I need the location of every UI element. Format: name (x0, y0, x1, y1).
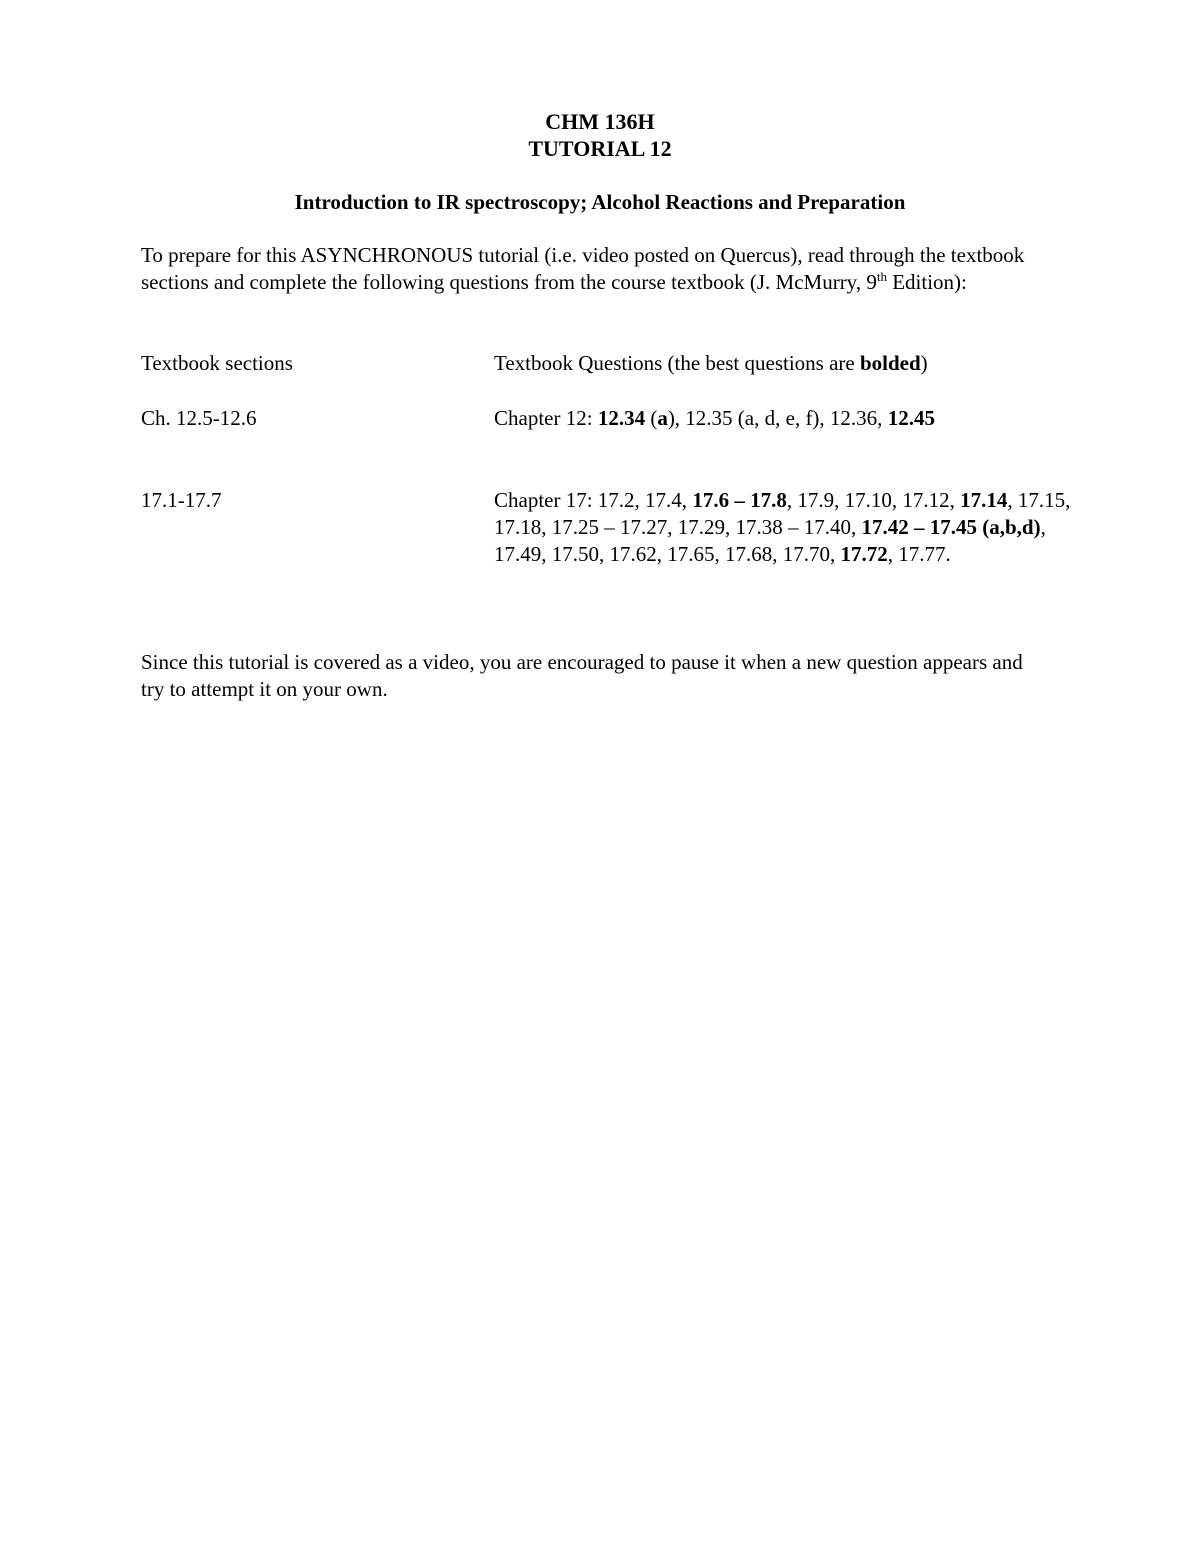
ch17-text-4: , 17.77. (887, 542, 951, 566)
intro-paragraph (141, 242, 1071, 296)
ch17-text-2: , 17.15, 17.18, 17.25 – 17.27, 17.29, 17.38 – 17.40, (494, 488, 1071, 539)
tutorial-title: TUTORIAL 12 (528, 136, 672, 161)
header-questions-suffix: ) (920, 351, 928, 375)
questions-ch17 (494, 487, 1094, 568)
course-code: CHM 136H (545, 109, 655, 134)
header-questions-bold: bolded (859, 351, 921, 375)
ch17-bold-2: 17.14 (960, 488, 1008, 512)
header-questions-prefix: Textbook Questions (the best questions are (494, 351, 860, 375)
intro-text-part2: Edition): (886, 270, 967, 294)
section-ch12: Ch. 12.5-12.6 (141, 406, 257, 430)
ch12-bold-3: 12.45 (887, 406, 935, 430)
topic-title: Introduction to IR spectroscopy; Alcohol Reactions and Preparation (294, 190, 906, 214)
ch12-prefix: Chapter 12: (494, 406, 598, 430)
intro-superscript: th (876, 269, 887, 284)
questions-ch12 (494, 405, 1094, 432)
section-ch17: 17.1-17.7 (141, 488, 222, 512)
ch17-bold-3: 17.42 – 17.45 (a,b,d) (861, 515, 1041, 539)
ch17-bold-4: 17.72 (840, 542, 888, 566)
intro-text-part1: To prepare for this ASYNCHRONOUS tutorial (i.e. video posted on Quercus), read through the textbook sections and complete the following questions from the course textbook (J. McMurry, 9 (141, 243, 1025, 294)
ch17-bold-1: 17.6 – 17.8 (692, 488, 787, 512)
ch17-text-3: , 17.49, 17.50, 17.62, 17.65, 17.68, 17.70, (494, 515, 1046, 566)
ch17-prefix: Chapter 17: 17.2, 17.4, (494, 488, 693, 512)
closing-paragraph: Since this tutorial is covered as a video, you are encouraged to pause it when a new question appears and try to attempt it on your own. (141, 650, 1023, 701)
ch12-text-1: ( (645, 406, 658, 430)
header-textbook-sections: Textbook sections (141, 351, 293, 375)
ch12-bold-1: 12.34 (597, 406, 646, 430)
header-textbook-questions (494, 350, 1094, 377)
ch12-bold-2: a (657, 406, 668, 430)
ch17-text-1: , 17.9, 17.10, 17.12, (786, 488, 961, 512)
ch12-text-2: ), 12.35 (a, d, e, f), 12.36, (667, 406, 888, 430)
